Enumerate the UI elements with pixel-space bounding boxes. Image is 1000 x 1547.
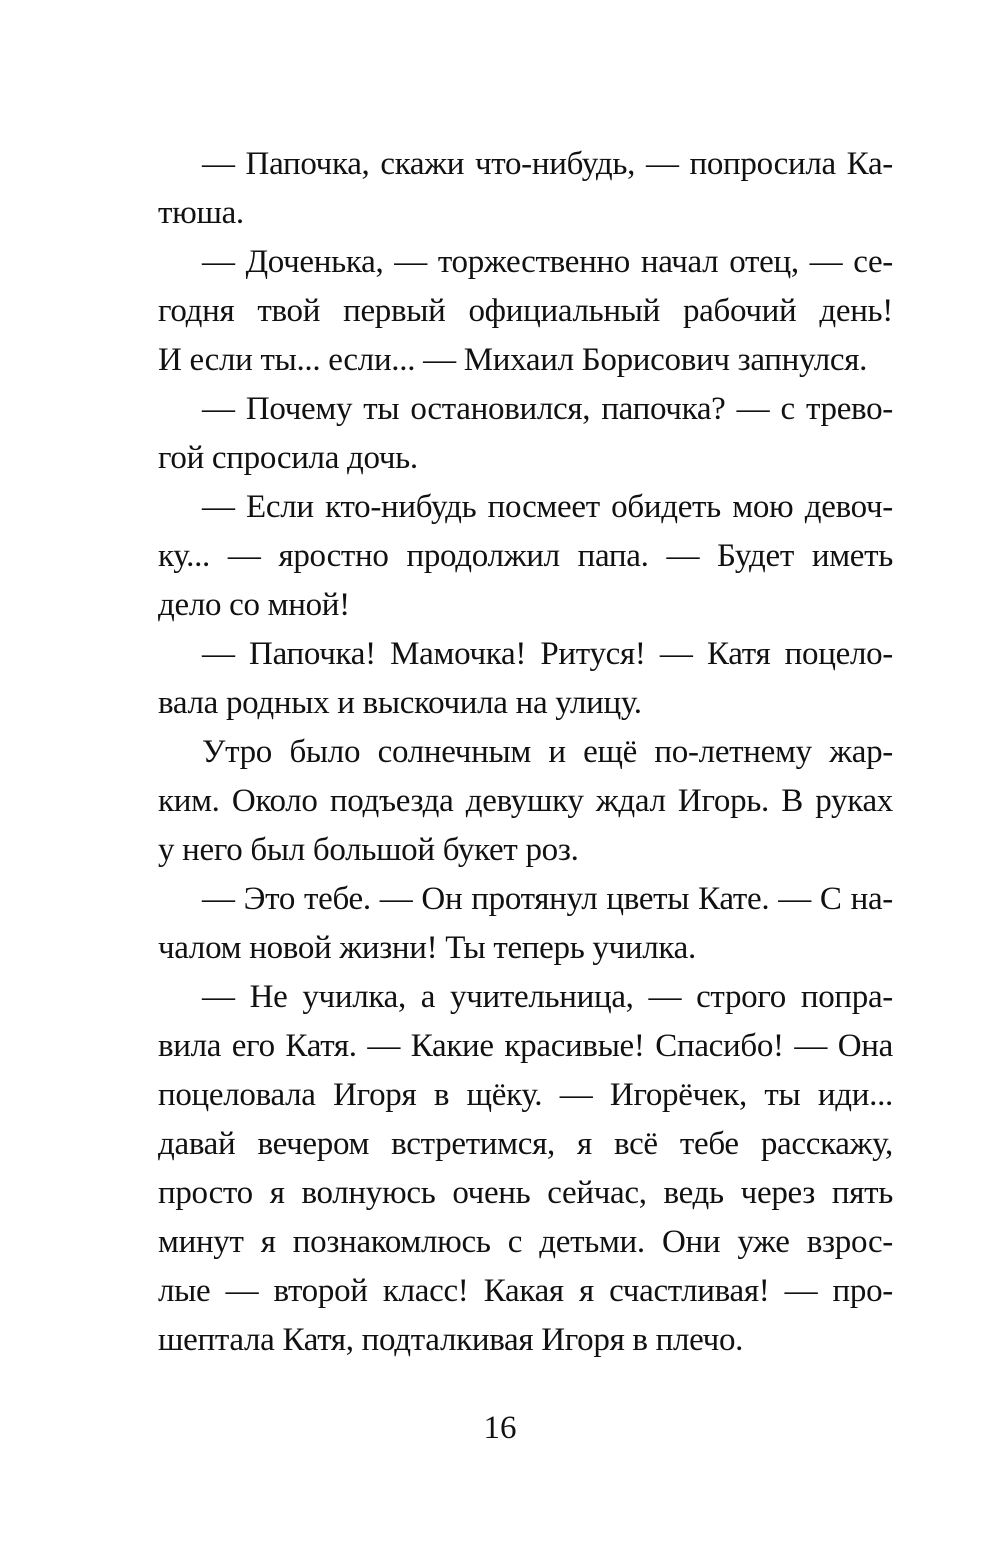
text-line: у него был большой букет роз. xyxy=(158,832,579,868)
text-line: тюша. xyxy=(158,195,244,231)
text-line: дело со мной! xyxy=(158,587,350,623)
text-line: — Доченька, — торжественно начал отец, — се- xyxy=(202,244,893,280)
text-line: ку... — яростно продолжил папа. — Будет иметь xyxy=(158,538,893,574)
text-line: — Папочка! Мамочка! Ритуся! — Катя поцело- xyxy=(202,636,893,672)
text-line: гой спросила дочь. xyxy=(158,440,418,476)
text-line: шептала Катя, подталкивая Игоря в плечо. xyxy=(158,1322,744,1358)
text-line: давай вечером встретимся, я всё тебе расскажу, xyxy=(158,1126,893,1162)
body-text xyxy=(158,140,893,1365)
text-line: вала родных и выскочила на улицу. xyxy=(158,685,642,721)
text-line: — Это тебе. — Он протянул цветы Кате. — С на- xyxy=(202,881,893,917)
text-line: ким. Около подъезда девушку ждал Игорь. В руках xyxy=(158,783,893,819)
text-line: Утро было солнечным и ещё по-летнему жар- xyxy=(202,734,893,770)
text-line: — Папочка, скажи что-нибудь, — попросила Ка- xyxy=(202,146,893,182)
text-line: — Почему ты остановился, папочка? — с трево- xyxy=(202,391,893,427)
text-line: поцеловала Игоря в щёку. — Игорёчек, ты иди... xyxy=(158,1077,893,1113)
text-line: минут я познакомлюсь с детьми. Они уже взрос- xyxy=(158,1224,893,1260)
text-line: — Если кто-нибудь посмеет обидеть мою девоч- xyxy=(202,489,893,525)
text-line: чалом новой жизни! Ты теперь училка. xyxy=(158,930,696,966)
page-number: 16 xyxy=(483,1410,517,1446)
text-line: И если ты... если... — Михаил Борисович запнулся. xyxy=(158,342,868,378)
text-line: вила его Катя. — Какие красивые! Спасибо! — Она xyxy=(158,1028,893,1064)
text-line: просто я волнуюсь очень сейчас, ведь через пять xyxy=(158,1175,893,1211)
text-line: годня твой первый официальный рабочий день! xyxy=(158,293,893,329)
text-line: — Не училка, а учительница, — строго попра- xyxy=(202,979,893,1015)
text-line: лые — второй класс! Какая я счастливая! — про- xyxy=(158,1273,893,1309)
